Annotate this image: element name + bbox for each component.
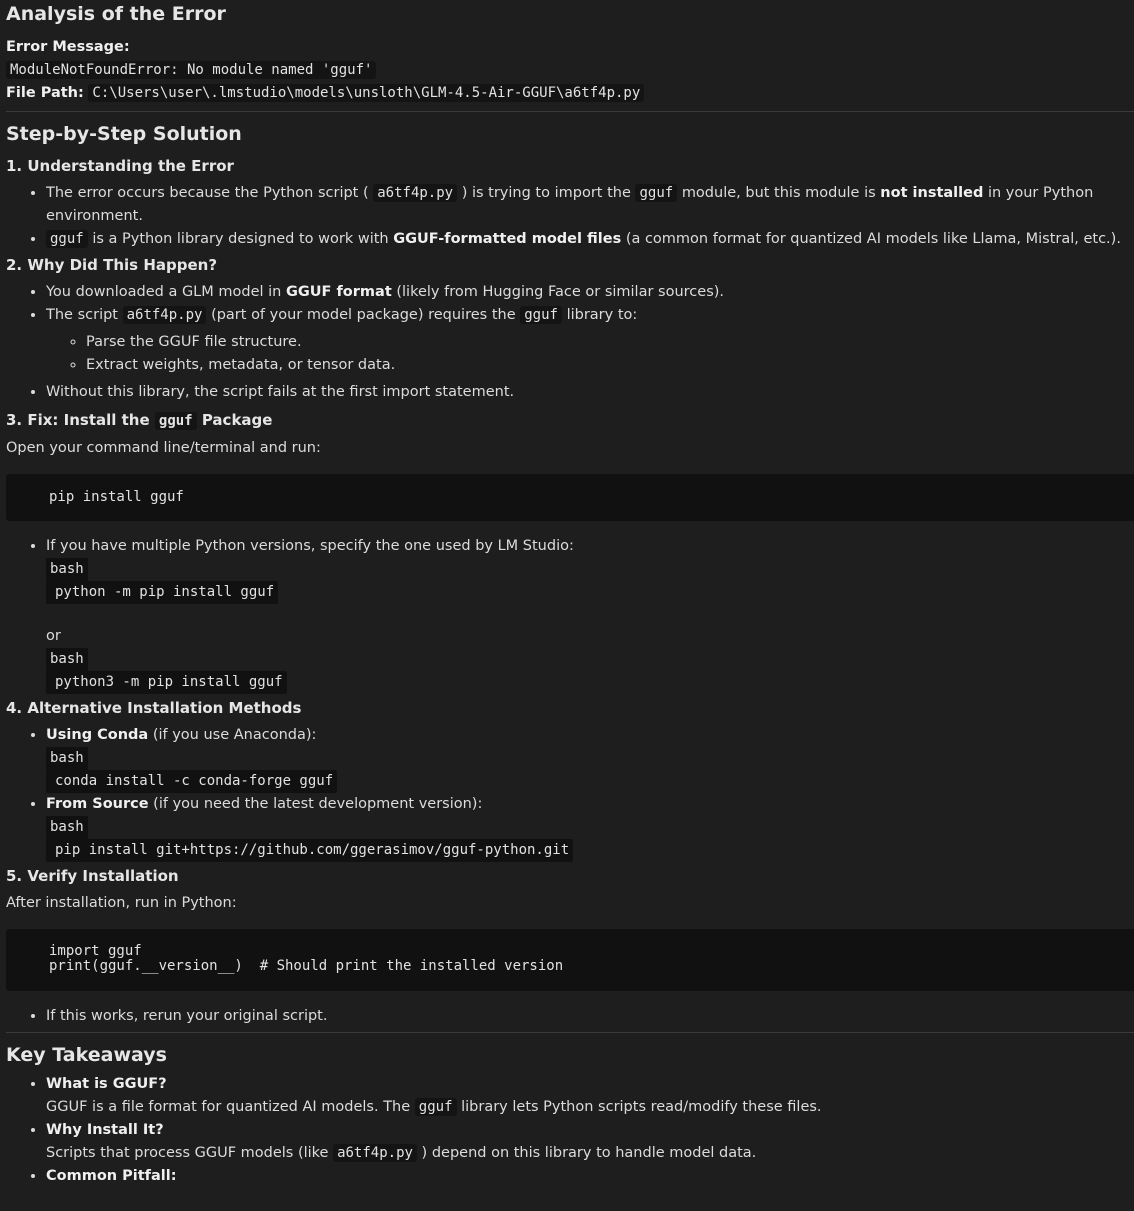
list-item: • You downloaded a GLM model in GGUF format (likely from Hugging Face or similar sources). bbox=[46, 281, 1134, 304]
list-item: • Why Install It? Scripts that process GGUF models (like a6tf4p.py ) depend on this library to handle model data. bbox=[46, 1119, 1134, 1165]
takeaways-list bbox=[6, 1073, 1134, 1188]
divider bbox=[6, 1032, 1134, 1033]
takeaways-title: Key Takeaways bbox=[6, 1044, 167, 1066]
step2-list bbox=[6, 281, 1134, 404]
error-label: Error Message: bbox=[6, 39, 130, 55]
list-item: • If you have multiple Python versions, specify the one used by LM Studio: bash python -m pip install gguf or bash python3 -m pip install gguf bbox=[46, 535, 1134, 694]
list-item: • From Source (if you need the latest development version): bash pip install git+https://github.com/ggerasimov/gguf-python.git bbox=[46, 793, 1134, 862]
sub-list-item: ◦ Extract weights, metadata, or tensor data. bbox=[86, 354, 1134, 377]
error-value-row bbox=[6, 59, 1134, 82]
error-message-row bbox=[6, 36, 1134, 59]
step4-list bbox=[6, 724, 1134, 862]
divider bbox=[6, 111, 1134, 112]
list-item: • Without this library, the script fails at the first import statement. bbox=[46, 381, 1134, 404]
step3-title: 3. Fix: Install the gguf Package bbox=[6, 411, 273, 429]
step3-intro: Open your command line/terminal and run: bbox=[6, 440, 321, 456]
file-path-row bbox=[6, 82, 1134, 105]
list-item: • Using Conda (if you use Anaconda): bash conda install -c conda-forge gguf bbox=[46, 724, 1134, 793]
code-lang-label: bash bbox=[46, 648, 88, 671]
inline-code: gguf bbox=[155, 412, 197, 430]
sub-list-item: ◦ Parse the GGUF file structure. bbox=[86, 331, 1134, 354]
list-item: • Common Pitfall: bbox=[46, 1165, 1134, 1188]
code-snippet[interactable]: python -m pip install gguf bbox=[46, 581, 278, 604]
path-value: C:\Users\user\.lmstudio\models\unsloth\GLM-4.5-Air-GGUF\a6tf4p.py bbox=[88, 84, 644, 102]
or-text: or bbox=[46, 628, 61, 644]
inline-code: gguf bbox=[520, 306, 562, 324]
step1-title: 1. Understanding the Error bbox=[6, 157, 234, 175]
step5-title: 5. Verify Installation bbox=[6, 867, 179, 885]
code-snippet[interactable]: python3 -m pip install gguf bbox=[46, 671, 287, 694]
code-snippet[interactable]: pip install git+https://github.com/ggerasimov/gguf-python.git bbox=[46, 839, 573, 862]
inline-code: gguf bbox=[635, 184, 677, 202]
step3-list bbox=[6, 535, 1134, 694]
code-snippet[interactable]: conda install -c conda-forge gguf bbox=[46, 770, 337, 793]
step5-list bbox=[6, 1005, 1134, 1028]
inline-code: gguf bbox=[415, 1098, 457, 1116]
step2-sublist bbox=[46, 331, 1134, 377]
inline-code: gguf bbox=[46, 230, 88, 248]
solution-title: Step-by-Step Solution bbox=[6, 123, 242, 145]
inline-code: a6tf4p.py bbox=[123, 306, 207, 324]
step4-title: 4. Alternative Installation Methods bbox=[6, 699, 302, 717]
list-item: • The error occurs because the Python script ( a6tf4p.py ) is trying to import the gguf module, but this module is not installed in your Python environment. bbox=[46, 182, 1134, 228]
list-item: • The script a6tf4p.py (part of your model package) requires the gguf library to: ◦ Parse the GGUF file structure. ◦ Extract weights, metadata, or tensor data. bbox=[46, 304, 1134, 377]
code-lang-label: bash bbox=[46, 558, 88, 581]
code-lang-label: bash bbox=[46, 816, 88, 839]
list-item: • If this works, rerun your original script. bbox=[46, 1005, 1134, 1028]
list-item: • gguf is a Python library designed to work with GGUF-formatted model files (a common format for quantized AI models like Llama, Mistral, etc.). bbox=[46, 228, 1134, 251]
code-lang-label: bash bbox=[46, 747, 88, 770]
step1-list bbox=[6, 182, 1134, 251]
inline-code: a6tf4p.py bbox=[373, 184, 457, 202]
step5-intro: After installation, run in Python: bbox=[6, 895, 237, 911]
path-label: File Path: bbox=[6, 85, 84, 101]
error-value: ModuleNotFoundError: No module named 'gguf' bbox=[6, 61, 376, 79]
inline-code: a6tf4p.py bbox=[333, 1144, 417, 1162]
list-item: • What is GGUF? GGUF is a file format for quantized AI models. The gguf library lets Python scripts read/modify these files. bbox=[46, 1073, 1134, 1119]
step2-title: 2. Why Did This Happen? bbox=[6, 256, 218, 274]
code-block[interactable]: import gguf print(gguf.__version__) # Should print the installed version bbox=[6, 929, 1134, 991]
code-block[interactable]: pip install gguf bbox=[6, 474, 1134, 521]
page-title: Analysis of the Error bbox=[6, 3, 226, 25]
